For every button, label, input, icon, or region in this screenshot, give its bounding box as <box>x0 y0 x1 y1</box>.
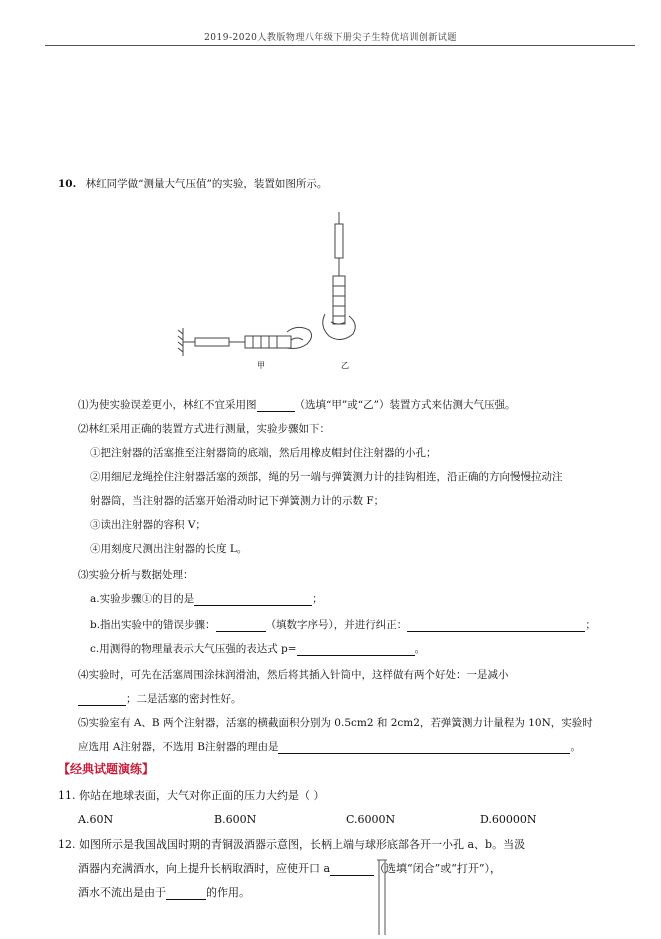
q10-part1-blank[interactable] <box>257 400 295 412</box>
q12-line2 <box>78 862 501 876</box>
q10-part5-line2 <box>78 740 581 754</box>
page-header: 2019-2020人教版物理八年级下册尖子生特优培训创新试题 <box>204 33 457 43</box>
q10-part3-b-blank-correction[interactable] <box>407 620 585 632</box>
q10-part1-text-b: （选填“甲”或“乙”）装置方式来估测大气压强。 <box>294 399 516 411</box>
q10-part3-c-blank[interactable] <box>297 644 415 656</box>
q12-line1: 12. 如图所示是我国战国时期的青铜汲酒器示意图，长柄上端与球形底部各开一小孔 a、b。当汲 <box>58 838 526 851</box>
q10-part3-c-end: 。 <box>414 643 426 655</box>
q10-part5-end: 。 <box>570 741 581 753</box>
q10-part3-b-text-b: （填数字序号），并进行纠正： <box>265 619 408 631</box>
q10-part4-line2 <box>78 692 242 706</box>
q10-stem: 林红同学做“测量大气压值”的实验，装置如图所示。 <box>85 178 328 190</box>
q12-line3 <box>78 886 250 900</box>
header-rule <box>45 45 635 46</box>
q12-line3-text-b: 的作用。 <box>206 886 250 899</box>
q10-step2-line1: ②用细尼龙绳拴住注射器活塞的颈部，绳的另一端与弹簧测力计的挂钩相连，沿正确的方向慢慢拉动注 <box>90 471 563 483</box>
q10-part3-b-blank-step[interactable] <box>216 620 266 632</box>
wine-dipper-drawing <box>373 858 403 935</box>
q10-part2: ⑵林红采用正确的装置方式进行测量，实验步骤如下： <box>78 423 330 435</box>
q10-part3-c <box>90 642 425 656</box>
q11-option-c[interactable]: C.6000N <box>346 813 396 826</box>
q10-part3-b <box>90 618 596 632</box>
q10-part4-line1: ⑷实验时，可先在活塞周围涂抹润滑油，然后将其插入针筒中，这样做有两个好处：一是减小 <box>78 669 509 681</box>
q10-part3: ⑶实验分析与数据处理： <box>78 569 194 581</box>
q10-part3-a-blank[interactable] <box>194 594 312 606</box>
q12-opening-blank[interactable] <box>330 864 374 876</box>
q10-part3-b-text-a: b.指出实验中的错误步骤： <box>90 619 216 631</box>
q10-part4-text: ；二是活塞的密封性好。 <box>126 693 242 705</box>
q10-part3-b-end: ； <box>585 619 596 631</box>
q10-part5-text: 应选用 A注射器，不选用 B注射器的理由是 <box>78 741 279 753</box>
q10-part1 <box>78 398 515 412</box>
q10-part4-blank[interactable] <box>78 694 126 706</box>
q12-line3-text-a: 酒水不流出是由于 <box>78 886 166 899</box>
q10-step2-line2: 射器筒，当注射器的活塞开始滑动时记下弹簧测力计的示数 F； <box>90 495 385 507</box>
syringe-experiment-figure <box>175 210 385 370</box>
q11-stem: 11. 你站在地球表面，大气对你正面的压力大约是（ ） <box>58 789 325 802</box>
q10-step4: ④用刻度尺测出注射器的长度 L。 <box>90 543 248 555</box>
q10-part3-a-end: ； <box>312 593 323 605</box>
q11-option-a[interactable]: A.60N <box>78 813 114 826</box>
q12-line2-text-b: （选填“闭合”或“打开”）， <box>374 862 502 875</box>
q10-part3-c-text: c.用测得的物理量表示大气压强的表达式 p= <box>90 643 297 655</box>
q10-part3-a <box>90 592 323 606</box>
q11-option-d[interactable]: D.60000N <box>480 813 537 826</box>
q10-part5-blank[interactable] <box>278 742 570 754</box>
section-title: 【经典试题演练】 <box>58 762 155 776</box>
q10-step3: ③读出注射器的容积 V； <box>90 519 206 531</box>
q11-option-b[interactable]: B.600N <box>214 813 257 826</box>
q10-part1-text-a: ⑴为使实验误差更小，林红不宜采用图 <box>78 399 257 411</box>
q10-number: 10. <box>58 178 77 190</box>
figure-label-jia: 甲 <box>257 361 265 370</box>
q10-step1: ①把注射器的活塞推至注射器筒的底端，然后用橡皮帽封住注射器的小孔； <box>90 447 437 459</box>
q10-part5-line1: ⑸实验室有 A、B 两个注射器，活塞的横截面积分别为 0.5cm2 和 2cm2，若弹簧测力计量程为 10N，实验时 <box>78 717 593 729</box>
syringe-apparatus-drawing <box>175 210 385 370</box>
q12-reason-blank[interactable] <box>166 888 206 900</box>
q10-part3-a-text: a.实验步骤①的目的是 <box>90 593 195 605</box>
wine-dipper-figure <box>373 858 403 935</box>
q12-line2-text-a: 酒器内充满酒水，向上提升长柄取酒时，应使开口 a <box>78 862 331 875</box>
q10-stem-line <box>58 177 327 191</box>
figure-label-yi: 乙 <box>341 361 349 370</box>
